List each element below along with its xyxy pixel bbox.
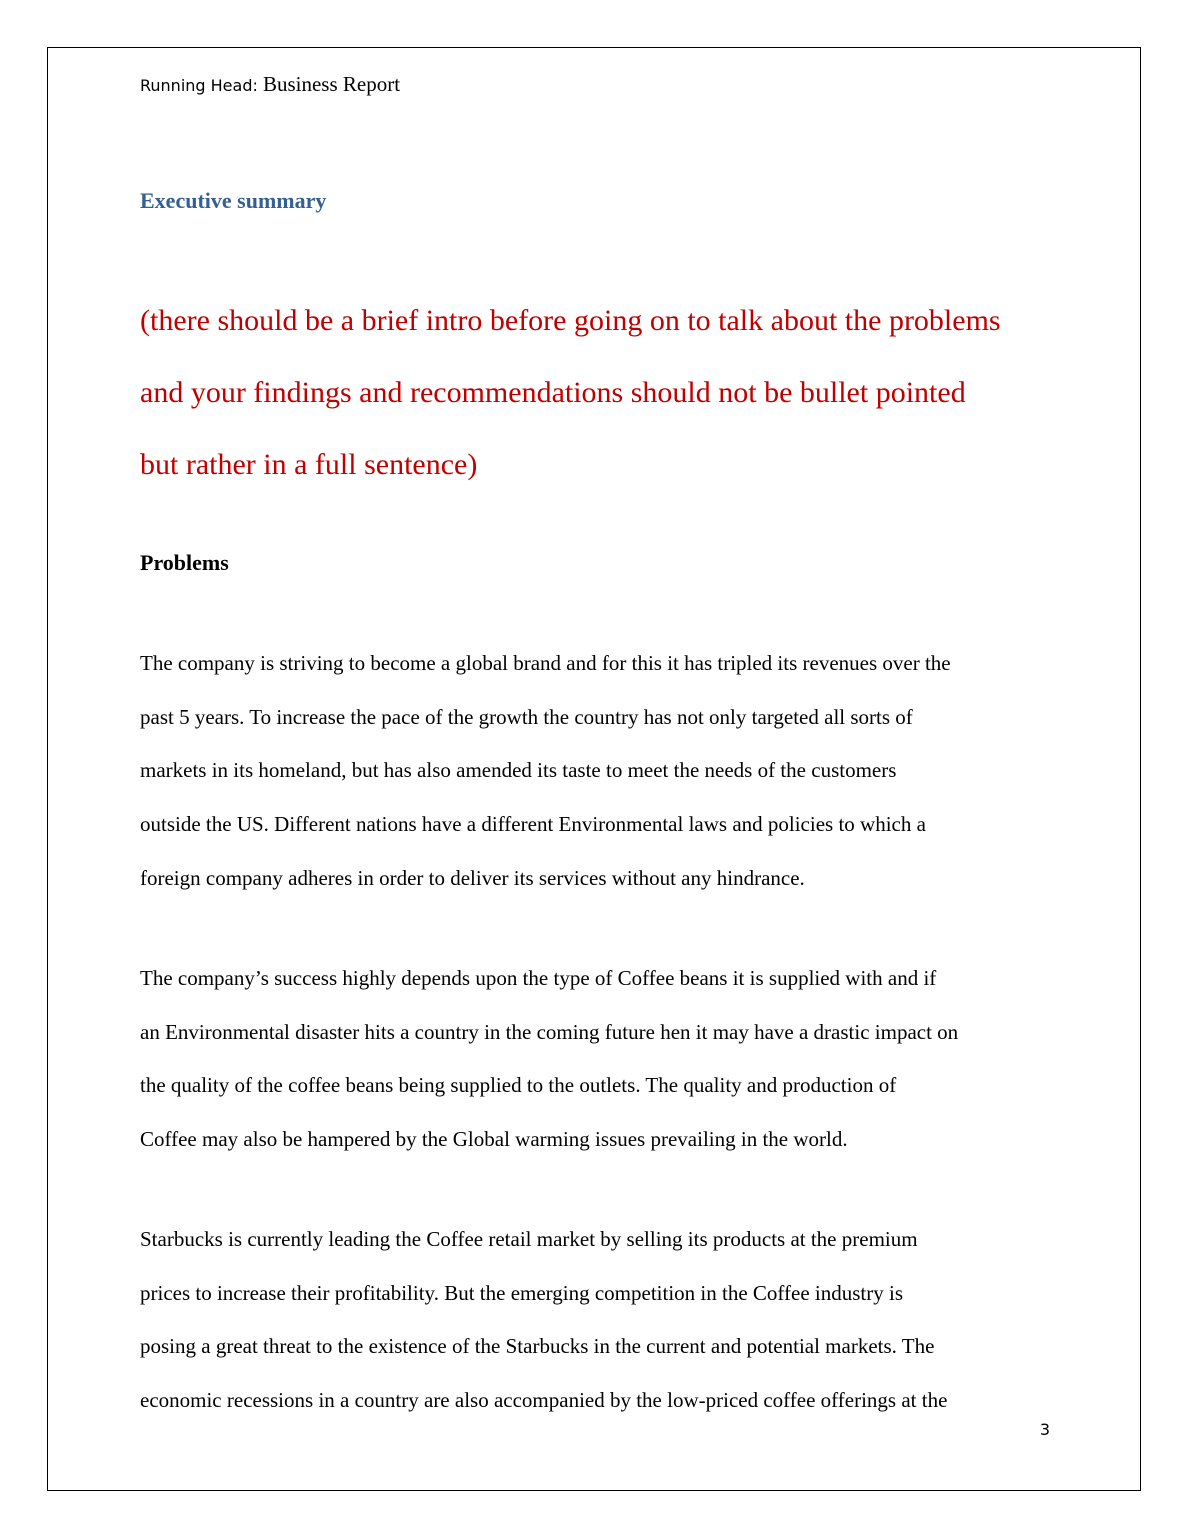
problems-paragraph-2 [140,952,1060,1167]
paragraph-line: economic recessions in a country are also accompanied by the low-priced coffee offerings at the [140,1388,948,1413]
paragraph-line: markets in its homeland, but has also amended its taste to meet the needs of the customers [140,758,897,783]
paragraph-line: the quality of the coffee beans being supplied to the outlets. The quality and production of [140,1073,897,1098]
paragraph-line: posing a great threat to the existence of the Starbucks in the current and potential markets. The [140,1334,935,1359]
problems-paragraph-3 [140,1213,1060,1428]
executive-summary-heading: Executive summary [140,188,327,213]
comment-line: (there should be a brief intro before going on to talk about the problems [140,304,1001,337]
page-number: 3 [1039,1420,1050,1439]
paragraph-line: foreign company adheres in order to deliver its services without any hindrance. [140,865,805,890]
comment-line: and your findings and recommendations should not be bullet pointed [140,376,966,409]
paragraph-line: The company is striving to become a global brand and for this it has tripled its revenues over the [140,651,951,675]
paragraph-line: an Environmental disaster hits a country in the coming future hen it may have a drastic impact on [140,1019,959,1044]
paragraph-line: past 5 years. To increase the pace of the growth the country has not only targeted all sorts of [140,704,913,729]
paragraph-line: Coffee may also be hampered by the Global warming issues prevailing in the world. [140,1127,848,1152]
running-head-title: Business Report [262,72,401,96]
paragraph-line: The company’s success highly depends upon the type of Coffee beans it is supplied with and if [140,966,937,990]
running-head [140,72,400,97]
problems-paragraph-1 [140,637,1060,905]
problems-heading: Problems [140,550,229,575]
comment-line: but rather in a full sentence) [140,448,478,481]
paragraph-line: Starbucks is currently leading the Coffee retail market by selling its products at the premium [140,1227,918,1251]
paragraph-line: prices to increase their profitability. But the emerging competition in the Coffee industry is [140,1280,904,1305]
reviewer-comment [140,285,1060,501]
paragraph-line: outside the US. Different nations have a different Environmental laws and policies to which a [140,812,926,837]
running-head-label: Running Head: [140,76,258,95]
